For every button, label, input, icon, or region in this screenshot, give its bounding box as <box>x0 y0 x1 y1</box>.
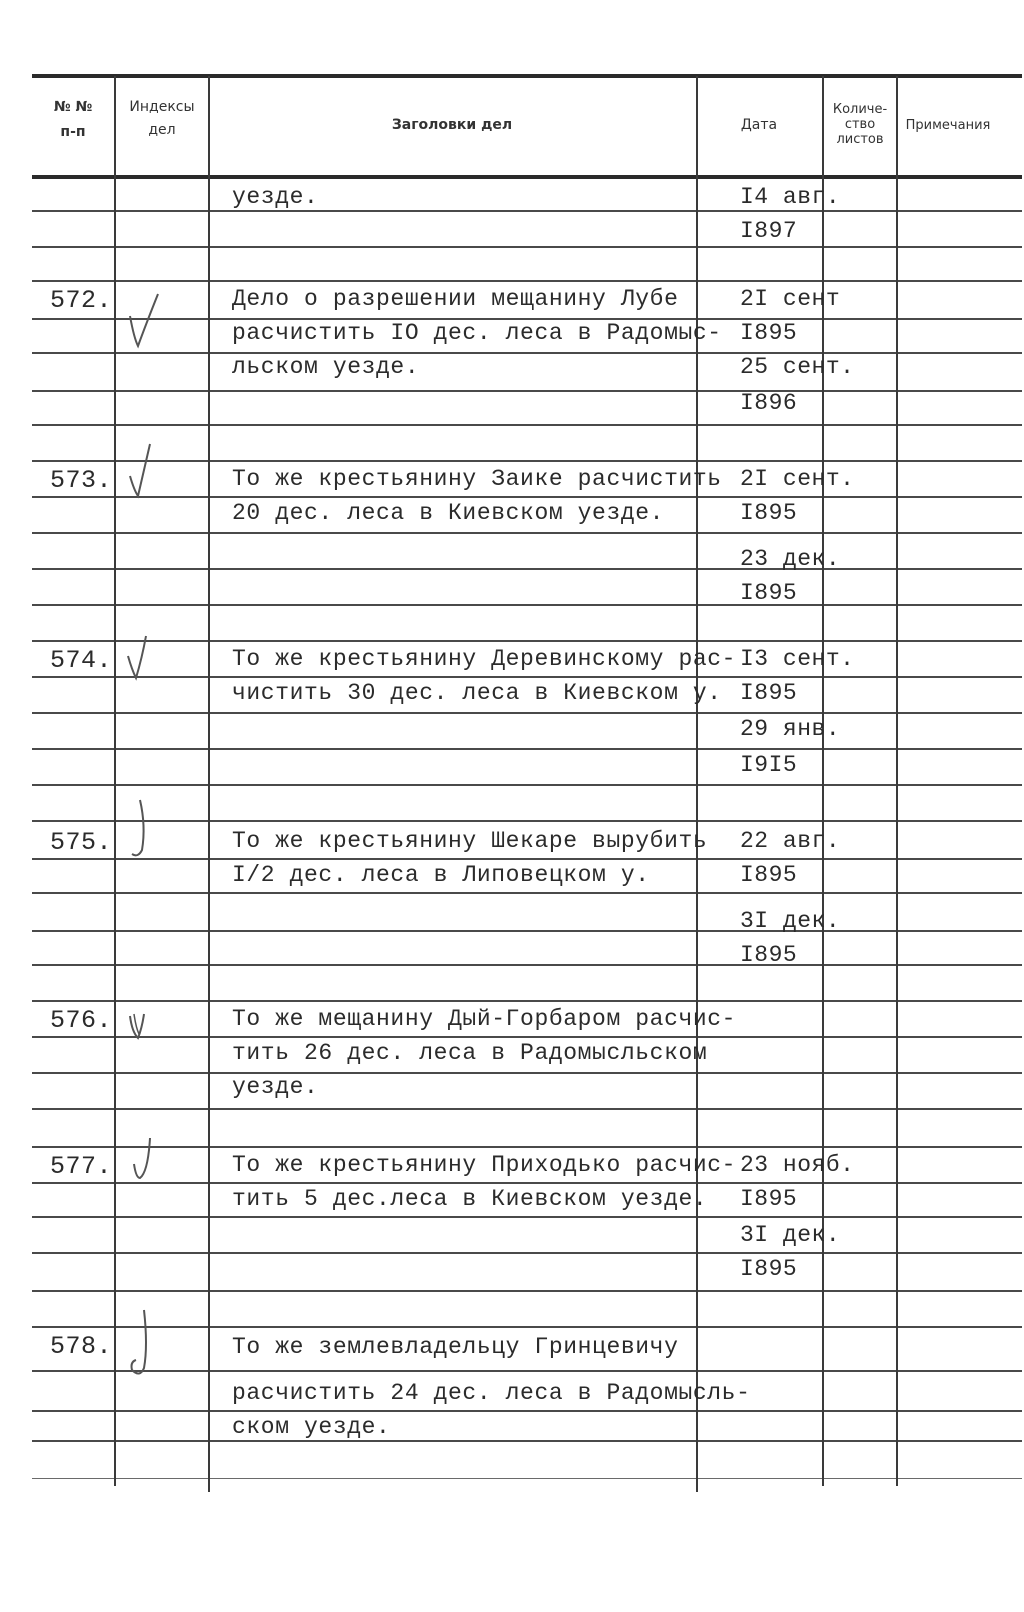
title-line: льском уезде. <box>232 354 420 380</box>
title-line: тить 26 дес. леса в Радомысльском <box>232 1040 708 1066</box>
title-line: расчистить 24 дес. леса в Радомысль- <box>232 1380 751 1406</box>
header-notes: Примечания <box>905 118 991 133</box>
header-title: Заголовки дел <box>391 117 513 133</box>
title-line: То же крестьянину Деревинскому рас- <box>232 646 737 672</box>
header-index: Индексы дел <box>129 99 195 138</box>
title-line: уезде. <box>232 184 319 210</box>
date-line: 3I дек. <box>740 1222 841 1248</box>
title-line: чистить 30 дес. леса в Киевском у. <box>232 680 722 706</box>
date-line: 2I сент <box>740 286 841 312</box>
header-bottom-border <box>32 175 1022 179</box>
date-line: I896 <box>740 390 798 416</box>
check-mark-icon <box>124 1010 154 1046</box>
record-number: 575. <box>50 828 113 857</box>
date-line: I9I5 <box>740 752 798 778</box>
check-mark-icon <box>124 632 164 684</box>
title-line: I/2 дес. леса в Липовецком у. <box>232 862 650 888</box>
date-line: I3 сент. <box>740 646 855 672</box>
title-line: тить 5 дес.леса в Киевском уезде. <box>232 1186 708 1212</box>
title-line: Дело о разрешении мещанину Лубе <box>232 286 679 312</box>
date-line: I895 <box>740 1256 798 1282</box>
date-line: 25 сент. <box>740 354 855 380</box>
record-number: 576. <box>50 1006 113 1035</box>
date-line: I4 авг. <box>740 184 841 210</box>
date-line: I897 <box>740 218 798 244</box>
record-number: 574. <box>50 646 113 675</box>
check-mark-icon <box>124 1134 164 1186</box>
top-border <box>32 74 1022 78</box>
header-date: Дата <box>740 117 778 133</box>
title-line: То же мещанину Дый-Горбаром расчис- <box>232 1006 737 1032</box>
title-line: 20 дес. леса в Киевском уезде. <box>232 500 665 526</box>
date-line: I895 <box>740 942 798 968</box>
record-number: 577. <box>50 1152 113 1181</box>
date-line: 23 нояб. <box>740 1152 855 1178</box>
header-sheets: Количе- ство листов <box>832 102 888 147</box>
check-mark-icon <box>124 288 164 350</box>
date-line: I895 <box>740 320 798 346</box>
date-line: I895 <box>740 862 798 888</box>
date-line: 29 янв. <box>740 716 841 742</box>
header-num: № № п-п <box>53 99 93 140</box>
title-line: расчистить IO дес. леса в Радомыс- <box>232 320 722 346</box>
date-line: I895 <box>740 500 798 526</box>
title-line: То же крестьянину Приходько расчис- <box>232 1152 737 1178</box>
date-line: 3I дек. <box>740 908 841 934</box>
date-line: I895 <box>740 580 798 606</box>
check-mark-icon <box>124 796 164 862</box>
title-line: То же крестьянину Заике расчистить <box>232 466 722 492</box>
check-mark-icon <box>124 1306 164 1382</box>
date-line: 22 авг. <box>740 828 841 854</box>
date-line: I895 <box>740 1186 798 1212</box>
title-line: То же землевладельцу Гринцевичу <box>232 1334 679 1360</box>
check-mark-icon <box>124 440 164 502</box>
record-number: 573. <box>50 466 113 495</box>
date-line: I895 <box>740 680 798 706</box>
date-line: 2I сент. <box>740 466 855 492</box>
title-line: уезде. <box>232 1074 319 1100</box>
title-line: ском уезде. <box>232 1414 391 1440</box>
date-line: 23 дек. <box>740 546 841 572</box>
record-number: 578. <box>50 1332 113 1361</box>
record-number: 572. <box>50 286 113 315</box>
title-line: То же крестьянину Шекаре вырубить <box>232 828 708 854</box>
